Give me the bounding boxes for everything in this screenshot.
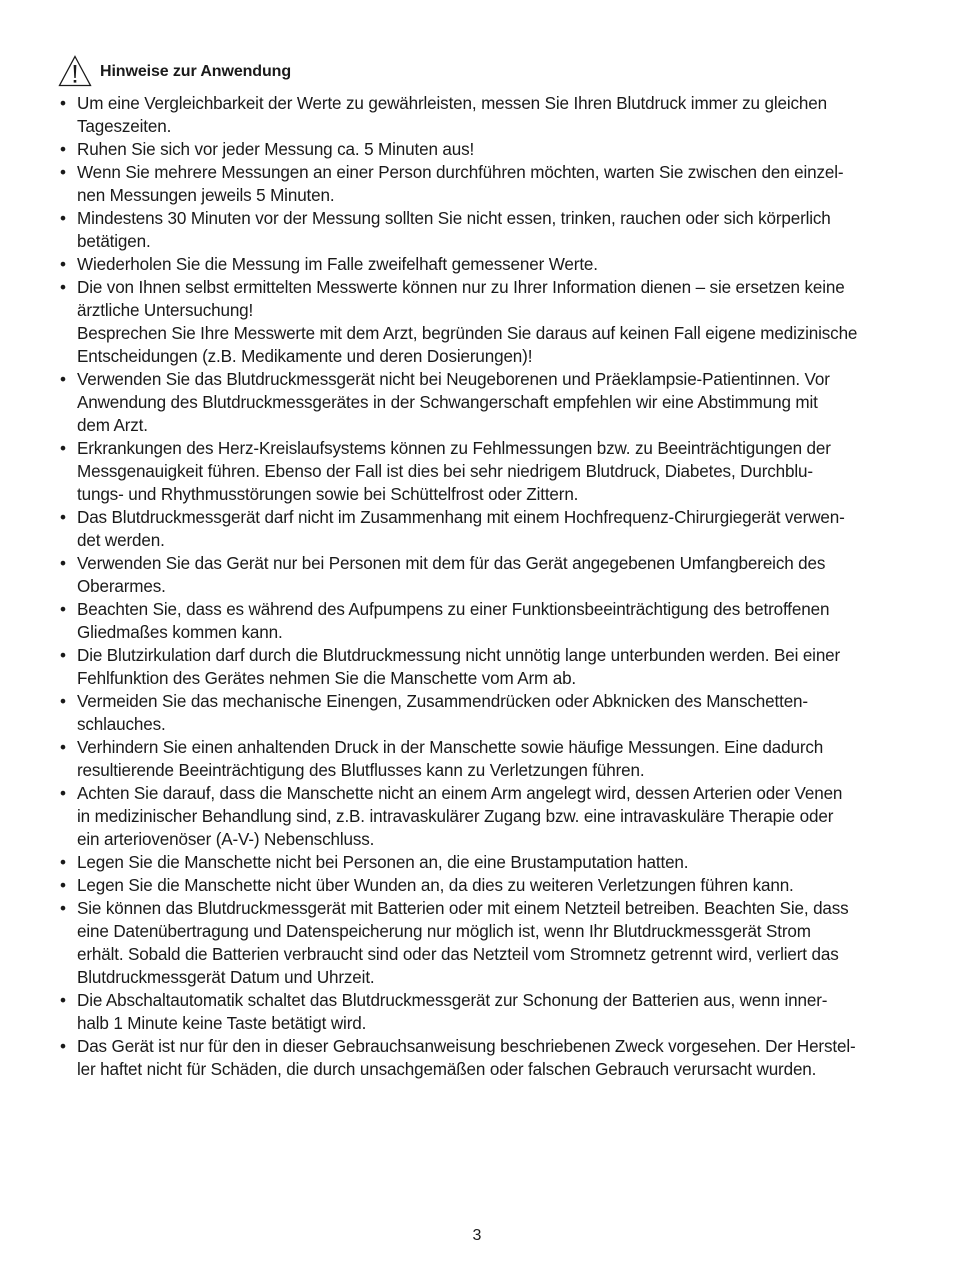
list-item-line: det werden. — [77, 531, 165, 550]
list-item-line: Anwendung des Blutdruckmessgerätes in der Schwangerschaft empfehlen wir eine Abstimmung mit — [77, 393, 818, 412]
list-item-line: Verwenden Sie das Gerät nur bei Personen mit dem für das Gerät angegebenen Umfangbereich des — [77, 554, 826, 573]
list-item-line: Verhindern Sie einen anhaltenden Druck in der Manschette sowie häufige Messungen. Eine dadurch — [77, 738, 824, 757]
section-heading — [58, 55, 291, 87]
list-item — [60, 644, 906, 690]
section-title: Hinweise zur Anwendung — [100, 63, 291, 80]
list-item — [60, 1035, 906, 1081]
list-item — [60, 368, 906, 437]
list-item-line: Achten Sie darauf, dass die Manschette nicht an einem Arm angelegt wird, dessen Arterien oder Venen — [77, 784, 843, 803]
list-item-line: Legen Sie die Manschette nicht bei Personen an, die eine Brustamputation hatten. — [77, 853, 689, 872]
list-item-line: Fehlfunktion des Gerätes nehmen Sie die Manschette vom Arm ab. — [77, 669, 577, 688]
list-item-line: Blutdruckmessgerät Datum und Uhrzeit. — [77, 968, 375, 987]
list-item-line: Tageszeiten. — [77, 117, 172, 136]
bullet-icon: • — [60, 370, 66, 389]
list-item — [60, 736, 906, 782]
list-item — [60, 874, 906, 897]
list-item-line: Mindestens 30 Minuten vor der Messung sollten Sie nicht essen, trinken, rauchen oder sich körperlich — [77, 209, 831, 228]
list-item-line: nen Messungen jeweils 5 Minuten. — [77, 186, 335, 205]
list-item-line: eine Datenübertragung und Datenspeicherung nur möglich ist, wenn Ihr Blutdruckmessgerät Strom — [77, 922, 811, 941]
list-item-line: Die Blutzirkulation darf durch die Blutdruckmessung nicht unnötig lange unterbunden werden. Bei einer — [77, 646, 841, 665]
bullet-icon: • — [60, 1037, 66, 1056]
bullet-icon: • — [60, 991, 66, 1010]
list-item-line: Die Abschaltautomatik schaltet das Blutdruckmessgerät zur Schonung der Batterien aus, wenn inner- — [77, 991, 828, 1010]
list-item-line: tungs- und Rhythmusstörungen sowie bei Schüttelfrost oder Zittern. — [77, 485, 579, 504]
list-item-line: erhält. Sobald die Batterien verbraucht sind oder das Netzteil vom Stromnetz getrennt wird, verliert das — [77, 945, 839, 964]
list-item-line: in medizinischer Behandlung sind, z.B. intravaskulärer Zugang bzw. eine intravaskuläre Therapie oder — [77, 807, 834, 826]
bullet-icon: • — [60, 554, 66, 573]
list-item — [60, 92, 906, 138]
bullet-icon: • — [60, 439, 66, 458]
list-item-line: dem Arzt. — [77, 416, 148, 435]
list-item — [60, 437, 906, 506]
bullet-icon: • — [60, 255, 66, 274]
page-number: 3 — [472, 1227, 482, 1244]
bullet-icon: • — [60, 94, 66, 113]
bullet-icon: • — [60, 646, 66, 665]
list-item-line: Ruhen Sie sich vor jeder Messung ca. 5 Minuten aus! — [77, 140, 475, 159]
list-item-line: Oberarmes. — [77, 577, 166, 596]
list-item — [60, 598, 906, 644]
bullet-icon: • — [60, 876, 66, 895]
list-item-line: schlauches. — [77, 715, 166, 734]
list-item-line: Sie können das Blutdruckmessgerät mit Batterien oder mit einem Netzteil betreiben. Beachten Sie, dass — [77, 899, 849, 918]
warning-triangle-icon — [58, 55, 92, 87]
list-item-line: Legen Sie die Manschette nicht über Wunden an, da dies zu weiteren Verletzungen führen kann. — [77, 876, 794, 895]
list-item — [60, 207, 906, 253]
list-item-line: Wenn Sie mehrere Messungen an einer Person durchführen möchten, warten Sie zwischen den einzel- — [77, 163, 844, 182]
list-item-line: Erkrankungen des Herz-Kreislaufsystems können zu Fehlmessungen bzw. zu Beeinträchtigungen der — [77, 439, 831, 458]
list-item-line: Beachten Sie, dass es während des Aufpumpens zu einer Funktionsbeeinträchtigung des betroffenen — [77, 600, 830, 619]
list-item-line: betätigen. — [77, 232, 151, 251]
list-item-line: Vermeiden Sie das mechanische Einengen, Zusammendrücken oder Abknicken des Manschetten- — [77, 692, 808, 711]
bullet-icon: • — [60, 692, 66, 711]
bullet-icon: • — [60, 508, 66, 527]
list-item — [60, 851, 906, 874]
bullet-icon: • — [60, 600, 66, 619]
bullet-icon: • — [60, 209, 66, 228]
bullet-icon: • — [60, 140, 66, 159]
list-item-line: Verwenden Sie das Blutdruckmessgerät nicht bei Neugeborenen und Präeklampsie-Patientinnen. Vor — [77, 370, 830, 389]
list-item — [60, 138, 906, 161]
bullet-icon: • — [60, 163, 66, 182]
list-item — [60, 253, 906, 276]
list-item — [60, 276, 906, 368]
list-item-line: Entscheidungen (z.B. Medikamente und deren Dosierungen)! — [77, 347, 533, 366]
bullet-icon: • — [60, 738, 66, 757]
bullet-icon: • — [60, 853, 66, 872]
list-item — [60, 897, 906, 989]
list-item-line: ein arteriovenöser (A-V-) Nebenschluss. — [77, 830, 375, 849]
list-item-line: Die von Ihnen selbst ermittelten Messwerte können nur zu Ihrer Information dienen – sie ersetzen keine — [77, 278, 845, 297]
list-item-line: Besprechen Sie Ihre Messwerte mit dem Arzt, begründen Sie daraus auf keinen Fall eigene medizinische — [77, 324, 858, 343]
list-item-line: ler haftet nicht für Schäden, die durch unsachgemäßen oder falschen Gebrauch verursacht wurden. — [77, 1060, 817, 1079]
bullet-icon: • — [60, 784, 66, 803]
list-item — [60, 506, 906, 552]
list-item-line: Das Gerät ist nur für den in dieser Gebrauchsanweisung beschriebenen Zweck vorgesehen. Der Herstel- — [77, 1037, 856, 1056]
list-item — [60, 552, 906, 598]
list-item-line: ärztliche Untersuchung! — [77, 301, 254, 320]
list-item-line: Das Blutdruckmessgerät darf nicht im Zusammenhang mit einem Hochfrequenz-Chirurgiegerät verwen- — [77, 508, 845, 527]
list-item-line: halb 1 Minute keine Taste betätigt wird. — [77, 1014, 367, 1033]
list-item-line: Um eine Vergleichbarkeit der Werte zu gewährleisten, messen Sie Ihren Blutdruck immer zu gleichen — [77, 94, 827, 113]
list-item-line: Gliedmaßes kommen kann. — [77, 623, 283, 642]
list-item-line: Wiederholen Sie die Messung im Falle zweifelhaft gemessener Werte. — [77, 255, 598, 274]
bullet-icon: • — [60, 278, 66, 297]
list-item — [60, 161, 906, 207]
list-item — [60, 782, 906, 851]
bullet-icon: • — [60, 899, 66, 918]
list-item-line: Messgenauigkeit führen. Ebenso der Fall ist dies bei sehr niedrigem Blutdruck, Diabetes, Durchblu- — [77, 462, 813, 481]
list-item — [60, 690, 906, 736]
list-item-line: resultierende Beeinträchtigung des Blutflusses kann zu Verletzungen führen. — [77, 761, 645, 780]
list-item — [60, 989, 906, 1035]
usage-notes-list — [60, 92, 906, 1081]
